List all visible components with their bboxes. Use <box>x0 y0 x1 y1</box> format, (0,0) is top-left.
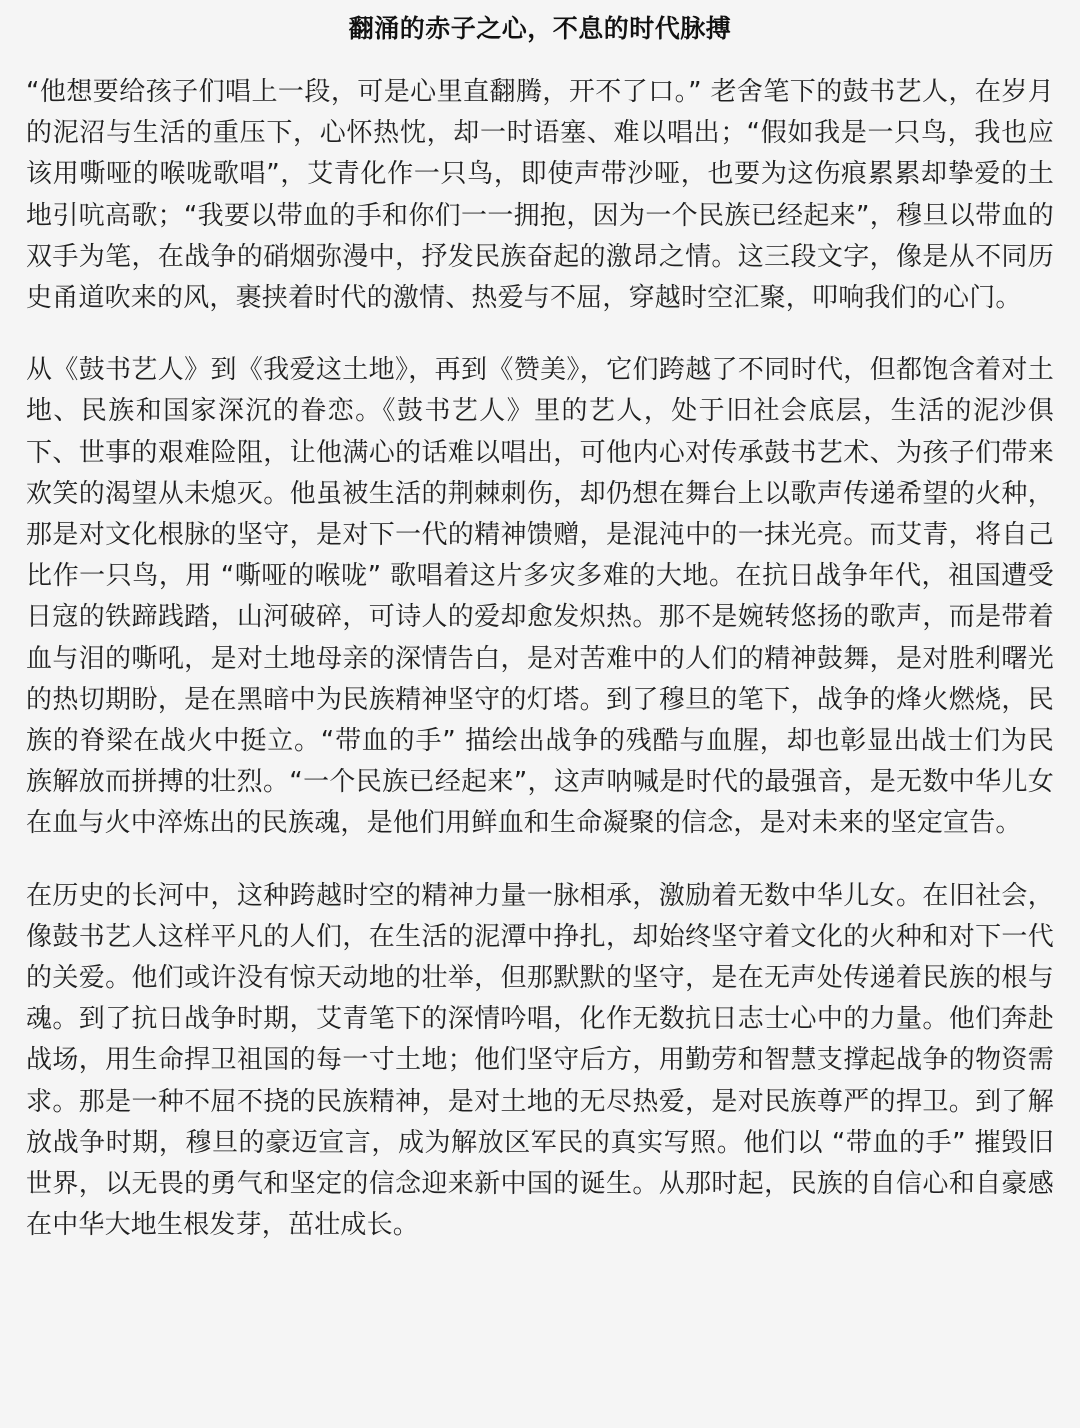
paragraph-2: 从《鼓书艺人》到《我爱这土地》，再到《赞美》，它们跨越了不同时代，但都饱含着对土地、民族和国家深沉的眷恋。《鼓书艺人》里的艺人，处于旧社会底层，生活的泥沙俱下、世事的艰难险阻，让他满心的话难以唱出，可他内心对传承鼓书艺术、为孩子们带来欢笑的渴望从未熄灭。他虽被生活的荆棘刺伤，却仍想在舞台上以歌声传递希望的火种，那是对文化根脉的坚守，是对下一代的精神馈赠，是混沌中的一抹光亮。而艾青，将自己比作一只鸟，用 “嘶哑的喉咙” 歌唱着这片多灾多难的大地。在抗日战争年代，祖国遭受日寇的铁蹄践踏，山河破碎，可诗人的爱却愈发炽热。那不是婉转悠扬的歌声，而是带着血与泪的嘶吼，是对土地母亲的深情告白，是对苦难中的人们的精神鼓舞，是对胜利曙光的热切期盼，是在黑暗中为民族精神坚守的灯塔。到了穆旦的笔下，战争的烽火燃烧，民族的脊梁在战火中挺立。“带血的手” 描绘出战争的残酷与血腥，却也彰显出战士们为民族解放而拼搏的壮烈。“一个民族已经起来”，这声呐喊是时代的最强音，是无数中华儿女在血与火中淬炼出的民族魂，是他们用鲜血和生命凝聚的信念，是对未来的坚定宣告。 <box>26 355 1054 839</box>
paragraph-1: “他想要给孩子们唱上一段，可是心里直翻腾，开不了口。” 老舍笔下的鼓书艺人，在岁月的泥沼与生活的重压下，心怀热忱，却一时语塞、难以唱出；“假如我是一只鸟，我也应该用嘶哑的喉咙歌唱”，艾青化作一只鸟，即使声带沙哑，也要为这伤痕累累却挚爱的土地引吭高歌；“我要以带血的手和你们一一拥抱，因为一个民族已经起来”，穆旦以带血的双手为笔，在战争的硝烟弥漫中，抒发民族奋起的激昂之情。这三段文字，像是从不同历史甬道吹来的风，裹挟着时代的激情、热爱与不屈，穿越时空汇聚，叩响我们的心门。 <box>26 77 1054 314</box>
paragraph-3: 在历史的长河中，这种跨越时空的精神力量一脉相承，激励着无数中华儿女。在旧社会，像鼓书艺人这样平凡的人们，在生活的泥潭中挣扎，却始终坚守着文化的火种和对下一代的关爱。他们或许没有惊天动地的壮举，但那默默的坚守，是在无声处传递着民族的根与魂。到了抗日战争时期，艾青笔下的深情吟唱，化作无数抗日志士心中的力量。他们奔赴战场，用生命捍卫祖国的每一寸土地；他们坚守后方，用勤劳和智慧支撑起战争的物资需求。那是一种不屈不挠的民族精神，是对土地的无尽热爱，是对民族尊严的捍卫。到了解放战争时期，穆旦的豪迈宣言，成为解放区军民的真实写照。他们以 “带血的手” 摧毁旧世界，以无畏的勇气和坚定的信念迎来新中国的诞生。从那时起，民族的自信心和自豪感在中华大地生根发芽，茁壮成长。 <box>26 880 1054 1241</box>
article-title: 翻涌的赤子之心，不息的时代脉搏 <box>348 14 732 43</box>
